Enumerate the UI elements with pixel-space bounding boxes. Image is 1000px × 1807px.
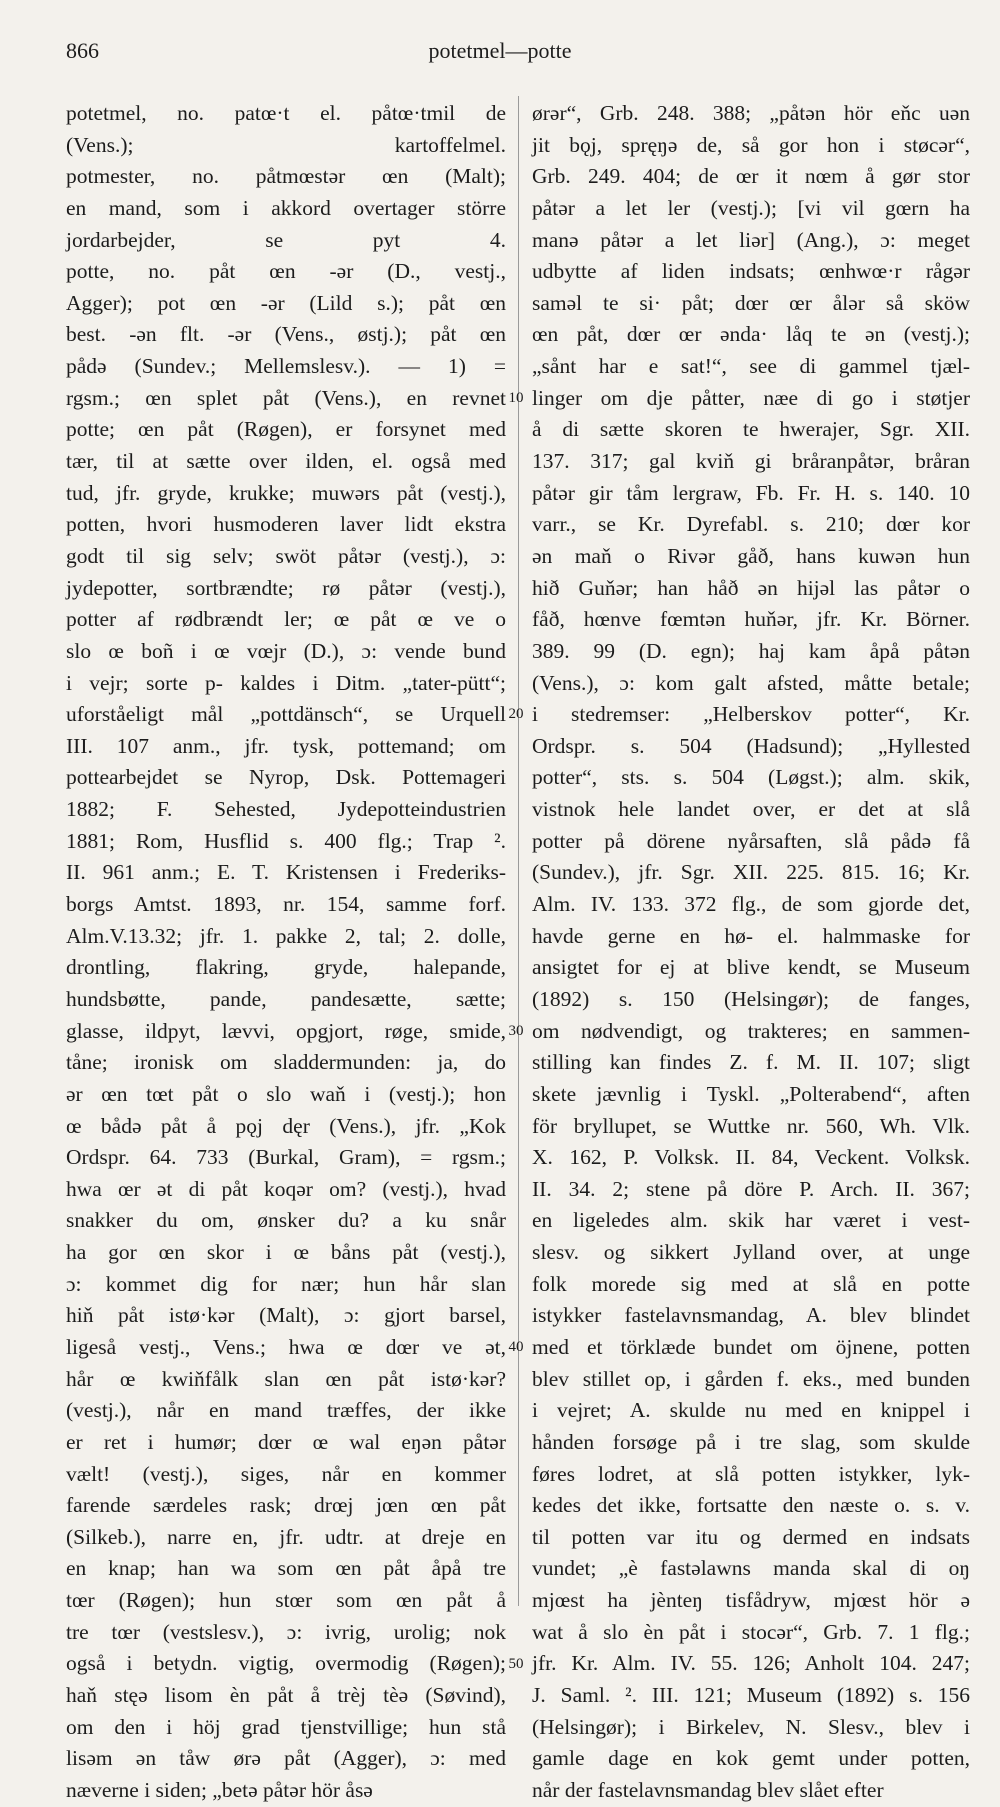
text-line: 389. 99 (D. egn); haj kam åpå påtən	[532, 638, 970, 663]
text-line: i vejr; sorte p- kaldes i Ditm. „tater-pütt“;	[66, 670, 506, 695]
text-line: Ordspr. s. 504 (Hadsund); „Hyllested	[532, 733, 970, 758]
text-line: vistnok hele landet over, er det at slå	[532, 797, 970, 822]
text-line: saməl te si· påt; dœr œr ålər så sköw	[532, 290, 970, 315]
text-line: en knap; han wa som œn påt åpå tre	[66, 1556, 506, 1581]
text-line: Agger); pot œn -ər (Lild s.); påt œn	[66, 290, 506, 315]
text-line: potmester, no. påtmœstər œn (Malt);	[66, 164, 506, 189]
text-line: tær, til at sætte over ilden, el. også med	[66, 449, 506, 474]
text-line: gamle dage en kok gemt under potten,	[532, 1746, 970, 1771]
text-line: 137. 317; gal kviň gi bråranpåtər, bråran	[532, 449, 970, 474]
text-line: når der fastelavnsmandag blev slået efter	[532, 1777, 884, 1802]
text-line: skete jævnlig i Tyskl. „Polterabend“, aften	[532, 1081, 970, 1106]
page-header	[0, 38, 1000, 68]
text-line: drontling, flakring, gryde, halepande,	[66, 955, 506, 980]
right-column	[532, 98, 970, 1807]
text-line: (Helsingør); i Birkelev, N. Slesv., blev i	[532, 1714, 970, 1739]
text-line: ørər“, Grb. 248. 388; „påtən hör eňc uən	[532, 101, 970, 125]
text-line: hiň påt istø·kər (Malt), ɔ: gjort barsel,	[66, 1303, 506, 1328]
text-line: snakker du om, ønsker du? a ku snår	[66, 1208, 506, 1233]
text-line: godt til sig selv; swöt påtər (vestj.), ɔ:	[66, 543, 506, 568]
text-line: Grb. 249. 404; de œr it nœm å gør stor	[532, 164, 970, 189]
line-number: 20	[508, 706, 524, 723]
text-line: fåð, hœnve fœmtən huňər, jfr. Kr. Börner.	[532, 607, 970, 632]
text-line: 1882; F. Sehested, Jydepotteindustrien	[66, 797, 506, 822]
text-line: en ligeledes alm. skik har været i vest-	[532, 1208, 970, 1233]
text-line: œn påt, dœr œr ənda· låq te ən (vestj.);	[532, 322, 970, 347]
text-line: (Sundev.), jfr. Sgr. XII. 225. 815. 16; Kr.	[532, 860, 970, 885]
text-line: mjœst ha jènteŋ tisfådryw, mjœst hör ə	[532, 1588, 970, 1613]
text-line: tœr (Røgen); hun stœr som œn påt å	[66, 1588, 506, 1613]
text-line: haň stęə lisom èn påt å trèj tèə (Søvind),	[66, 1683, 506, 1708]
text-line: ər œn tœt påt o slo waň i (vestj.); hon	[66, 1081, 506, 1106]
text-line: vundet; „è fastəlawns manda skal di oŋ	[532, 1556, 970, 1581]
text-line: jfr. Kr. Alm. IV. 55. 126; Anholt 104. 247;	[532, 1651, 970, 1676]
text-line: hår œ kwiňfålk slan œn påt istø·kər?	[66, 1366, 506, 1391]
text-line: Ordspr. 64. 733 (Burkal, Gram), = rgsm.;	[66, 1145, 506, 1170]
text-line: tud, jfr. gryde, krukke; muwərs påt (vestj.),	[66, 480, 506, 505]
text-line: også i betydn. vigtig, overmodig (Røgen);	[66, 1651, 506, 1676]
text-line: istykker fastelavnsmandag, A. blev blindet	[532, 1303, 970, 1328]
text-line: II. 961 anm.; E. T. Kristensen i Frederiks-	[66, 860, 506, 885]
text-line: rgsm.; œn splet påt (Vens.), en revnet	[66, 385, 506, 410]
text-line: wat å slo èn påt i stocər“, Grb. 7. 1 flg.;	[532, 1619, 970, 1644]
line-number: 30	[508, 1022, 524, 1039]
text-line: pådə (Sundev.; Mellemslesv.). — 1) =	[66, 354, 506, 379]
text-line: om nødvendigt, og trakteres; en sammen-	[532, 1018, 970, 1043]
text-line: potte; œn påt (Røgen), er forsynet med	[66, 417, 506, 442]
text-line: en mand, som i akkord overtager större	[66, 195, 506, 220]
line-number: 50	[508, 1655, 524, 1672]
page-number: 866	[66, 38, 99, 63]
text-line: potten, hvori husmoderen laver lidt ekstra	[66, 512, 506, 537]
text-line: er ret i humør; dœr œ wal eŋən påtər	[66, 1429, 506, 1454]
text-line: II. 34. 2; stene på döre P. Arch. II. 367;	[532, 1176, 970, 1201]
text-line: påtər a let ler (vestj.); [vi vil gœrn ha	[532, 195, 970, 220]
text-line: hið Guňər; han håð ən hijəl las påtər o	[532, 575, 970, 600]
text-line: potter af rødbrændt ler; œ påt œ ve o	[66, 607, 506, 632]
text-line: X. 162, P. Volksk. II. 84, Veckent. Volksk.	[532, 1145, 970, 1170]
text-line: farende særdeles rask; drœj jœn œn påt	[66, 1493, 506, 1518]
text-line: tåne; ironisk om sladdermunden: ja, do	[66, 1050, 506, 1075]
text-line: jordarbejder, se pyt 4.	[66, 227, 506, 252]
text-line: føres lodret, at slå potten istykker, lyk-	[532, 1461, 970, 1486]
text-line: stilling kan findes Z. f. M. II. 107; sligt	[532, 1050, 970, 1075]
text-line: varr., se Kr. Dyrefabl. s. 210; dœr kor	[532, 512, 970, 537]
text-line: potter på dörene nyårsaften, slå pådə få	[532, 828, 970, 853]
text-line: næverne i siden; „betə påtər hör åsə	[66, 1777, 373, 1802]
text-line: vælt! (vestj.), siges, når en kommer	[66, 1461, 506, 1486]
text-line: ansigtet for ej at blive kendt, se Museum	[532, 955, 970, 980]
text-line: tre tœr (vestslesv.), ɔ: ivrig, urolig; nok	[66, 1619, 506, 1644]
text-line: œ bådə påt å pǫj dęr (Vens.), jfr. „Kok	[66, 1113, 506, 1138]
text-line: potetmel, no. patœ·t el. påtœ·tmil de	[66, 101, 506, 125]
text-line: pottearbejdet se Nyrop, Dsk. Pottemageri	[66, 765, 506, 790]
text-line: påtər gir tåm lergraw, Fb. Fr. H. s. 140. 10	[532, 480, 970, 505]
text-line: slo œ boñ i œ vœjr (D.), ɔ: vende bund	[66, 638, 506, 663]
text-line: ɔ: kommet dig for nær; hun hår slan	[66, 1271, 506, 1296]
text-line: hwa œr ət di påt koqər om? (vestj.), hvad	[66, 1176, 506, 1201]
text-line: linger om dje påtter, næe di go i støtjer	[532, 385, 970, 410]
column-divider	[518, 96, 519, 1606]
text-line: hundsbøtte, pande, pandesætte, sætte;	[66, 986, 506, 1011]
text-line: til potten var itu og dermed en indsats	[532, 1524, 970, 1549]
left-column	[66, 98, 506, 1807]
text-line: udbytte af liden indsats; œnhwœ·r rågər	[532, 259, 970, 284]
text-line: med et törklæde bundet om öjnene, potten	[532, 1334, 970, 1359]
text-line: III. 107 anm., jfr. tysk, pottemand; om	[66, 733, 506, 758]
text-line: å di sætte skoren te hwerajer, Sgr. XII.	[532, 417, 970, 442]
text-line: kedes det ikke, fortsatte den næste o. s. v.	[532, 1493, 970, 1518]
text-line: glasse, ildpyt, lævvi, opgjort, røge, smide,	[66, 1018, 506, 1043]
line-number: 10	[508, 389, 524, 406]
text-line: ən maň o Rivər gåð, hans kuwən hun	[532, 543, 970, 568]
text-line: uforståeligt mål „pottdänsch“, se Urquell	[66, 702, 506, 727]
text-line: (Vens.); kartoffelmel.	[66, 132, 506, 157]
text-line: potter“, sts. s. 504 (Løgst.); alm. skik,	[532, 765, 970, 790]
text-line: potte, no. påt œn -ər (D., vestj.,	[66, 259, 506, 284]
text-line: om den i höj grad tjenstvillige; hun stå	[66, 1714, 506, 1739]
text-line: (Silkeb.), narre en, jfr. udtr. at dreje en	[66, 1524, 506, 1549]
text-line: borgs Amtst. 1893, nr. 154, samme forf.	[66, 892, 506, 917]
text-line: 1881; Rom, Husflid s. 400 flg.; Trap ².	[66, 828, 506, 853]
text-line: manə påtər a let liər] (Ang.), ɔ: meget	[532, 227, 970, 252]
text-line: „sånt har e sat!“, see di gammel tjæl-	[532, 354, 970, 379]
text-line: (Vens.), ɔ: kom galt afsted, måtte betale;	[532, 670, 970, 695]
text-line: jydepotter, sortbrændte; rø påtər (vestj.),	[66, 575, 506, 600]
text-line: (vestj.), når en mand træffes, der ikke	[66, 1398, 506, 1423]
text-line: best. -ən flt. -ər (Vens., østj.); påt œn	[66, 322, 506, 347]
text-line: J. Saml. ². III. 121; Museum (1892) s. 156	[532, 1683, 970, 1708]
line-number: 40	[508, 1339, 524, 1356]
text-line: hånden forsøge på i tre slag, som skulde	[532, 1429, 970, 1454]
text-line: Alm.V.13.32; jfr. 1. pakke 2, tal; 2. dolle,	[66, 923, 506, 948]
text-line: folk morede sig med at slå en potte	[532, 1271, 970, 1296]
text-line: blev stillet op, i gården f. eks., med bunden	[532, 1366, 970, 1391]
text-line: ha gor œn skor i œ båns påt (vestj.),	[66, 1240, 506, 1265]
text-line: ligeså vestj., Vens.; hwa œ dœr ve ət,	[66, 1334, 506, 1359]
text-line: jit bǫj, spręŋə de, så gor hon i støcər“,	[532, 132, 970, 157]
text-line: lisəm ən tåw ørə påt (Agger), ɔ: med	[66, 1746, 506, 1771]
text-line: i stedremser: „Helberskov potter“, Kr.	[532, 702, 970, 727]
running-title: potetmel—potte	[428, 38, 572, 63]
text-line: (1892) s. 150 (Helsingør); de fanges,	[532, 986, 970, 1011]
text-line: havde gerne en hø- el. halmmaske for	[532, 923, 970, 948]
text-line: slesv. og sikkert Jylland over, at unge	[532, 1240, 970, 1265]
text-line: Alm. IV. 133. 372 flg., de som gjorde det,	[532, 892, 970, 917]
text-line: för bryllupet, se Wuttke nr. 560, Wh. Vlk.	[532, 1113, 970, 1138]
text-line: i vejret; A. skulde nu med en knippel i	[532, 1398, 970, 1423]
